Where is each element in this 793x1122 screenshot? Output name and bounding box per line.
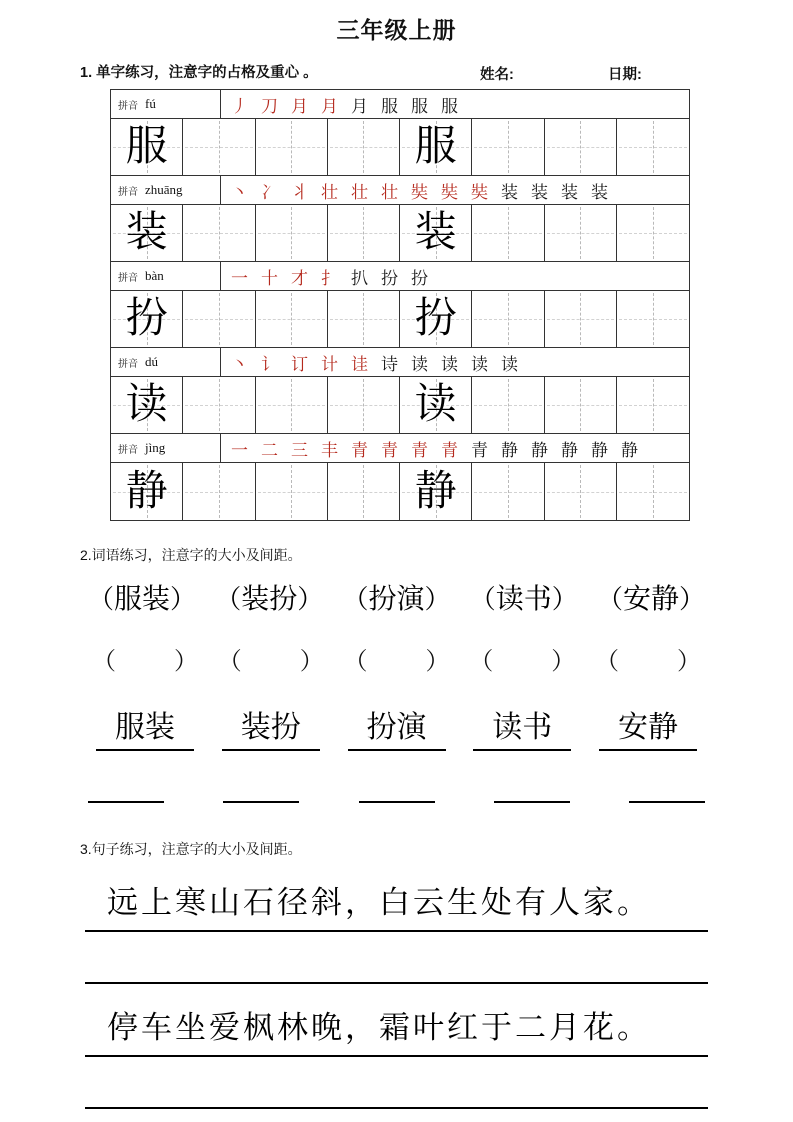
pinyin-label: 拼音 — [118, 358, 138, 370]
handwritten-word: 装扮 — [222, 702, 320, 751]
empty-practice-cell — [472, 377, 544, 433]
empty-practice-cell — [472, 205, 544, 261]
model-character-cell — [400, 291, 472, 347]
printed-word — [597, 577, 705, 617]
stroke-step: 奘 — [471, 182, 488, 202]
stroke-step: 扮 — [411, 268, 428, 288]
model-character: 服 — [125, 124, 168, 170]
stroke-order-sequence — [221, 262, 689, 290]
open-paren: （ — [595, 649, 619, 675]
blank-sentence-line — [85, 1107, 708, 1109]
stroke-step: 静 — [621, 440, 638, 460]
stroke-step: 青 — [471, 440, 488, 460]
handwritten-word: 读书 — [473, 702, 571, 751]
printed-word — [215, 577, 323, 617]
empty-parentheses — [344, 641, 450, 676]
model-character: 静 — [414, 468, 457, 515]
stroke-order-sequence — [221, 176, 689, 204]
printed-word — [470, 577, 578, 617]
close-paren: ） — [678, 585, 705, 614]
empty-practice-cell — [328, 205, 400, 261]
stroke-step: 服 — [441, 96, 458, 116]
empty-underlines-row — [88, 801, 705, 803]
pinyin-value: bàn — [145, 268, 164, 283]
model-character: 读 — [414, 382, 457, 428]
stroke-step: 丬 — [291, 182, 308, 202]
pinyin-cell — [111, 348, 221, 376]
stroke-step: 扮 — [381, 268, 398, 288]
stroke-step: 壮 — [381, 182, 398, 202]
model-character-cell — [400, 119, 472, 175]
stroke-step: 青 — [351, 440, 368, 460]
stroke-step: 壮 — [351, 182, 368, 202]
sentence-practice-area — [0, 877, 793, 1109]
open-paren: （ — [92, 649, 116, 675]
stroke-step: 奘 — [411, 182, 428, 202]
empty-practice-cell — [256, 119, 328, 175]
pinyin-value: jìng — [145, 440, 166, 455]
close-paren: ） — [174, 649, 198, 675]
printed-word — [342, 577, 450, 617]
pinyin-value: zhuāng — [145, 182, 183, 197]
stroke-step: 扒 — [351, 268, 368, 288]
printed-word — [88, 577, 196, 617]
empty-practice-cell — [256, 377, 328, 433]
stroke-step: 读 — [471, 354, 488, 374]
close-paren: ） — [551, 649, 576, 675]
stroke-step: 计 — [321, 354, 338, 374]
pinyin-cell — [111, 90, 221, 118]
empty-practice-cell — [545, 377, 617, 433]
close-paren: ） — [299, 649, 324, 675]
empty-practice-cell — [472, 463, 544, 520]
model-character: 服 — [414, 124, 457, 170]
model-character-cell — [400, 463, 472, 520]
stroke-step: 奘 — [441, 182, 458, 202]
handwritten-word: 扮演 — [348, 702, 446, 751]
stroke-step: 静 — [501, 440, 518, 460]
stroke-step: 冫 — [261, 182, 278, 202]
close-paren: ） — [424, 585, 451, 614]
model-character-cell — [400, 205, 472, 261]
stroke-step: 订 — [291, 354, 308, 374]
pinyin-row — [111, 262, 689, 291]
pinyin-label: 拼音 — [118, 100, 138, 112]
stroke-step: 丰 — [321, 440, 338, 460]
model-character-cell — [111, 119, 183, 175]
stroke-step: 才 — [291, 268, 308, 288]
empty-practice-cell — [472, 119, 544, 175]
word-text: 扮演 — [368, 584, 425, 615]
empty-parentheses — [469, 641, 575, 676]
stroke-step: 二 — [261, 440, 278, 460]
word-text: 安静 — [622, 584, 679, 615]
stroke-step: 青 — [381, 440, 398, 460]
stroke-order-sequence — [221, 348, 689, 376]
stroke-step: 诗 — [381, 354, 398, 374]
open-paren: （ — [343, 649, 368, 675]
blank-underline — [629, 801, 705, 803]
empty-practice-cell — [617, 291, 689, 347]
pinyin-cell — [111, 434, 221, 462]
stroke-step: 读 — [501, 354, 518, 374]
practice-row — [111, 205, 689, 262]
blank-underline — [223, 801, 299, 803]
stroke-step: 服 — [381, 96, 398, 116]
empty-practice-cell — [328, 291, 400, 347]
section3-heading: 3.句子练习，注意字的大小及间距。 — [80, 841, 302, 857]
empty-practice-cell — [328, 377, 400, 433]
pinyin-row — [111, 176, 689, 205]
model-character: 装 — [125, 210, 168, 256]
blank-underline — [494, 801, 570, 803]
stroke-step: 讠 — [261, 354, 278, 374]
pinyin-cell — [111, 262, 221, 290]
stroke-step: 装 — [561, 182, 578, 202]
stroke-step: 装 — [591, 182, 608, 202]
open-paren: （ — [88, 585, 115, 614]
practice-row — [111, 377, 689, 434]
stroke-step: 服 — [411, 96, 428, 116]
empty-practice-cell — [545, 291, 617, 347]
section2-heading: 2.词语练习，注意字的大小及间距。 — [80, 547, 302, 563]
word-list-printed — [88, 577, 705, 617]
section1-heading-row — [80, 61, 713, 81]
stroke-step: 静 — [591, 440, 608, 460]
empty-parentheses-row — [92, 641, 701, 676]
model-character-cell — [111, 377, 183, 433]
stroke-step: 刀 — [261, 96, 278, 116]
model-character: 静 — [125, 468, 168, 515]
model-character: 扮 — [125, 296, 168, 342]
sentence-line: 远上寒山石径斜，白云生处有人家。 — [85, 877, 708, 932]
empty-practice-cell — [617, 119, 689, 175]
stroke-step: 青 — [411, 440, 428, 460]
name-label: 姓名: — [480, 67, 514, 83]
blank-sentence-line — [85, 982, 708, 984]
open-paren: （ — [215, 585, 242, 614]
open-paren: （ — [469, 585, 496, 614]
empty-practice-cell — [328, 119, 400, 175]
model-character-cell — [111, 205, 183, 261]
model-character-cell — [111, 291, 183, 347]
stroke-step: 丶 — [231, 354, 248, 374]
empty-practice-cell — [617, 463, 689, 520]
date-label: 日期: — [608, 67, 642, 83]
stroke-step: 读 — [441, 354, 458, 374]
model-character: 扮 — [414, 296, 457, 342]
pinyin-row — [111, 90, 689, 119]
pinyin-value: fú — [145, 96, 156, 111]
close-paren: ） — [551, 585, 578, 614]
open-paren: （ — [596, 585, 623, 614]
empty-practice-cell — [617, 205, 689, 261]
pinyin-value: dú — [145, 354, 158, 369]
open-paren: （ — [217, 649, 242, 675]
empty-practice-cell — [183, 377, 255, 433]
stroke-step: 诖 — [351, 354, 368, 374]
stroke-step: 静 — [561, 440, 578, 460]
empty-parentheses — [218, 641, 324, 676]
stroke-order-sequence — [221, 90, 689, 118]
pinyin-label: 拼音 — [118, 272, 138, 284]
empty-practice-cell — [545, 463, 617, 520]
word-text: 服装 — [114, 584, 171, 615]
close-paren: ） — [170, 585, 197, 614]
stroke-step: 壮 — [321, 182, 338, 202]
empty-practice-cell — [617, 377, 689, 433]
stroke-step: 月 — [321, 96, 338, 116]
stroke-step: 读 — [411, 354, 428, 374]
handwritten-word: 服装 — [96, 702, 194, 751]
pinyin-row — [111, 434, 689, 463]
stroke-step: 青 — [441, 440, 458, 460]
empty-practice-cell — [545, 119, 617, 175]
stroke-step: 一 — [231, 268, 248, 288]
sentence-line: 停车坐爱枫林晚，霜叶红于二月花。 — [85, 1002, 708, 1057]
stroke-step: 三 — [291, 440, 308, 460]
stroke-step: 十 — [261, 268, 278, 288]
pinyin-cell — [111, 176, 221, 204]
empty-practice-cell — [545, 205, 617, 261]
empty-practice-cell — [328, 463, 400, 520]
stroke-step: 月 — [291, 96, 308, 116]
model-character: 读 — [125, 382, 168, 428]
word-list-handwritten — [96, 702, 697, 751]
practice-row — [111, 463, 689, 520]
stroke-step: 丿 — [231, 96, 248, 116]
empty-practice-cell — [183, 463, 255, 520]
word-text: 读书 — [495, 584, 552, 615]
practice-row — [111, 291, 689, 348]
stroke-step: 装 — [531, 182, 548, 202]
blank-underline — [359, 801, 435, 803]
close-paren: ） — [297, 585, 324, 614]
close-paren: ） — [677, 649, 701, 675]
stroke-step: 一 — [231, 440, 248, 460]
pinyin-label: 拼音 — [118, 444, 138, 456]
pinyin-label: 拼音 — [118, 186, 138, 198]
handwritten-word: 安静 — [599, 702, 697, 751]
empty-practice-cell — [256, 291, 328, 347]
pinyin-row — [111, 348, 689, 377]
stroke-step: 装 — [501, 182, 518, 202]
open-paren: （ — [469, 649, 494, 675]
stroke-step: 扌 — [321, 268, 338, 288]
empty-parentheses — [92, 641, 198, 676]
model-character: 装 — [414, 210, 457, 256]
stroke-step: 丶 — [231, 182, 248, 202]
model-character-cell — [400, 377, 472, 433]
empty-practice-cell — [256, 205, 328, 261]
empty-practice-cell — [183, 291, 255, 347]
empty-practice-cell — [472, 291, 544, 347]
section1-heading: 1. 单字练习，注意字的占格及重心 。 — [80, 65, 318, 81]
stroke-step: 静 — [531, 440, 548, 460]
page-title: 三年级上册 — [336, 17, 457, 43]
blank-underline — [88, 801, 164, 803]
stroke-step: 月 — [351, 96, 368, 116]
open-paren: （ — [342, 585, 369, 614]
empty-practice-cell — [256, 463, 328, 520]
practice-row — [111, 119, 689, 176]
empty-parentheses — [595, 641, 701, 676]
empty-practice-cell — [183, 205, 255, 261]
word-text: 装扮 — [241, 584, 298, 615]
model-character-cell — [111, 463, 183, 520]
character-practice-table — [110, 89, 690, 521]
stroke-order-sequence — [221, 434, 689, 462]
empty-practice-cell — [183, 119, 255, 175]
close-paren: ） — [425, 649, 450, 675]
